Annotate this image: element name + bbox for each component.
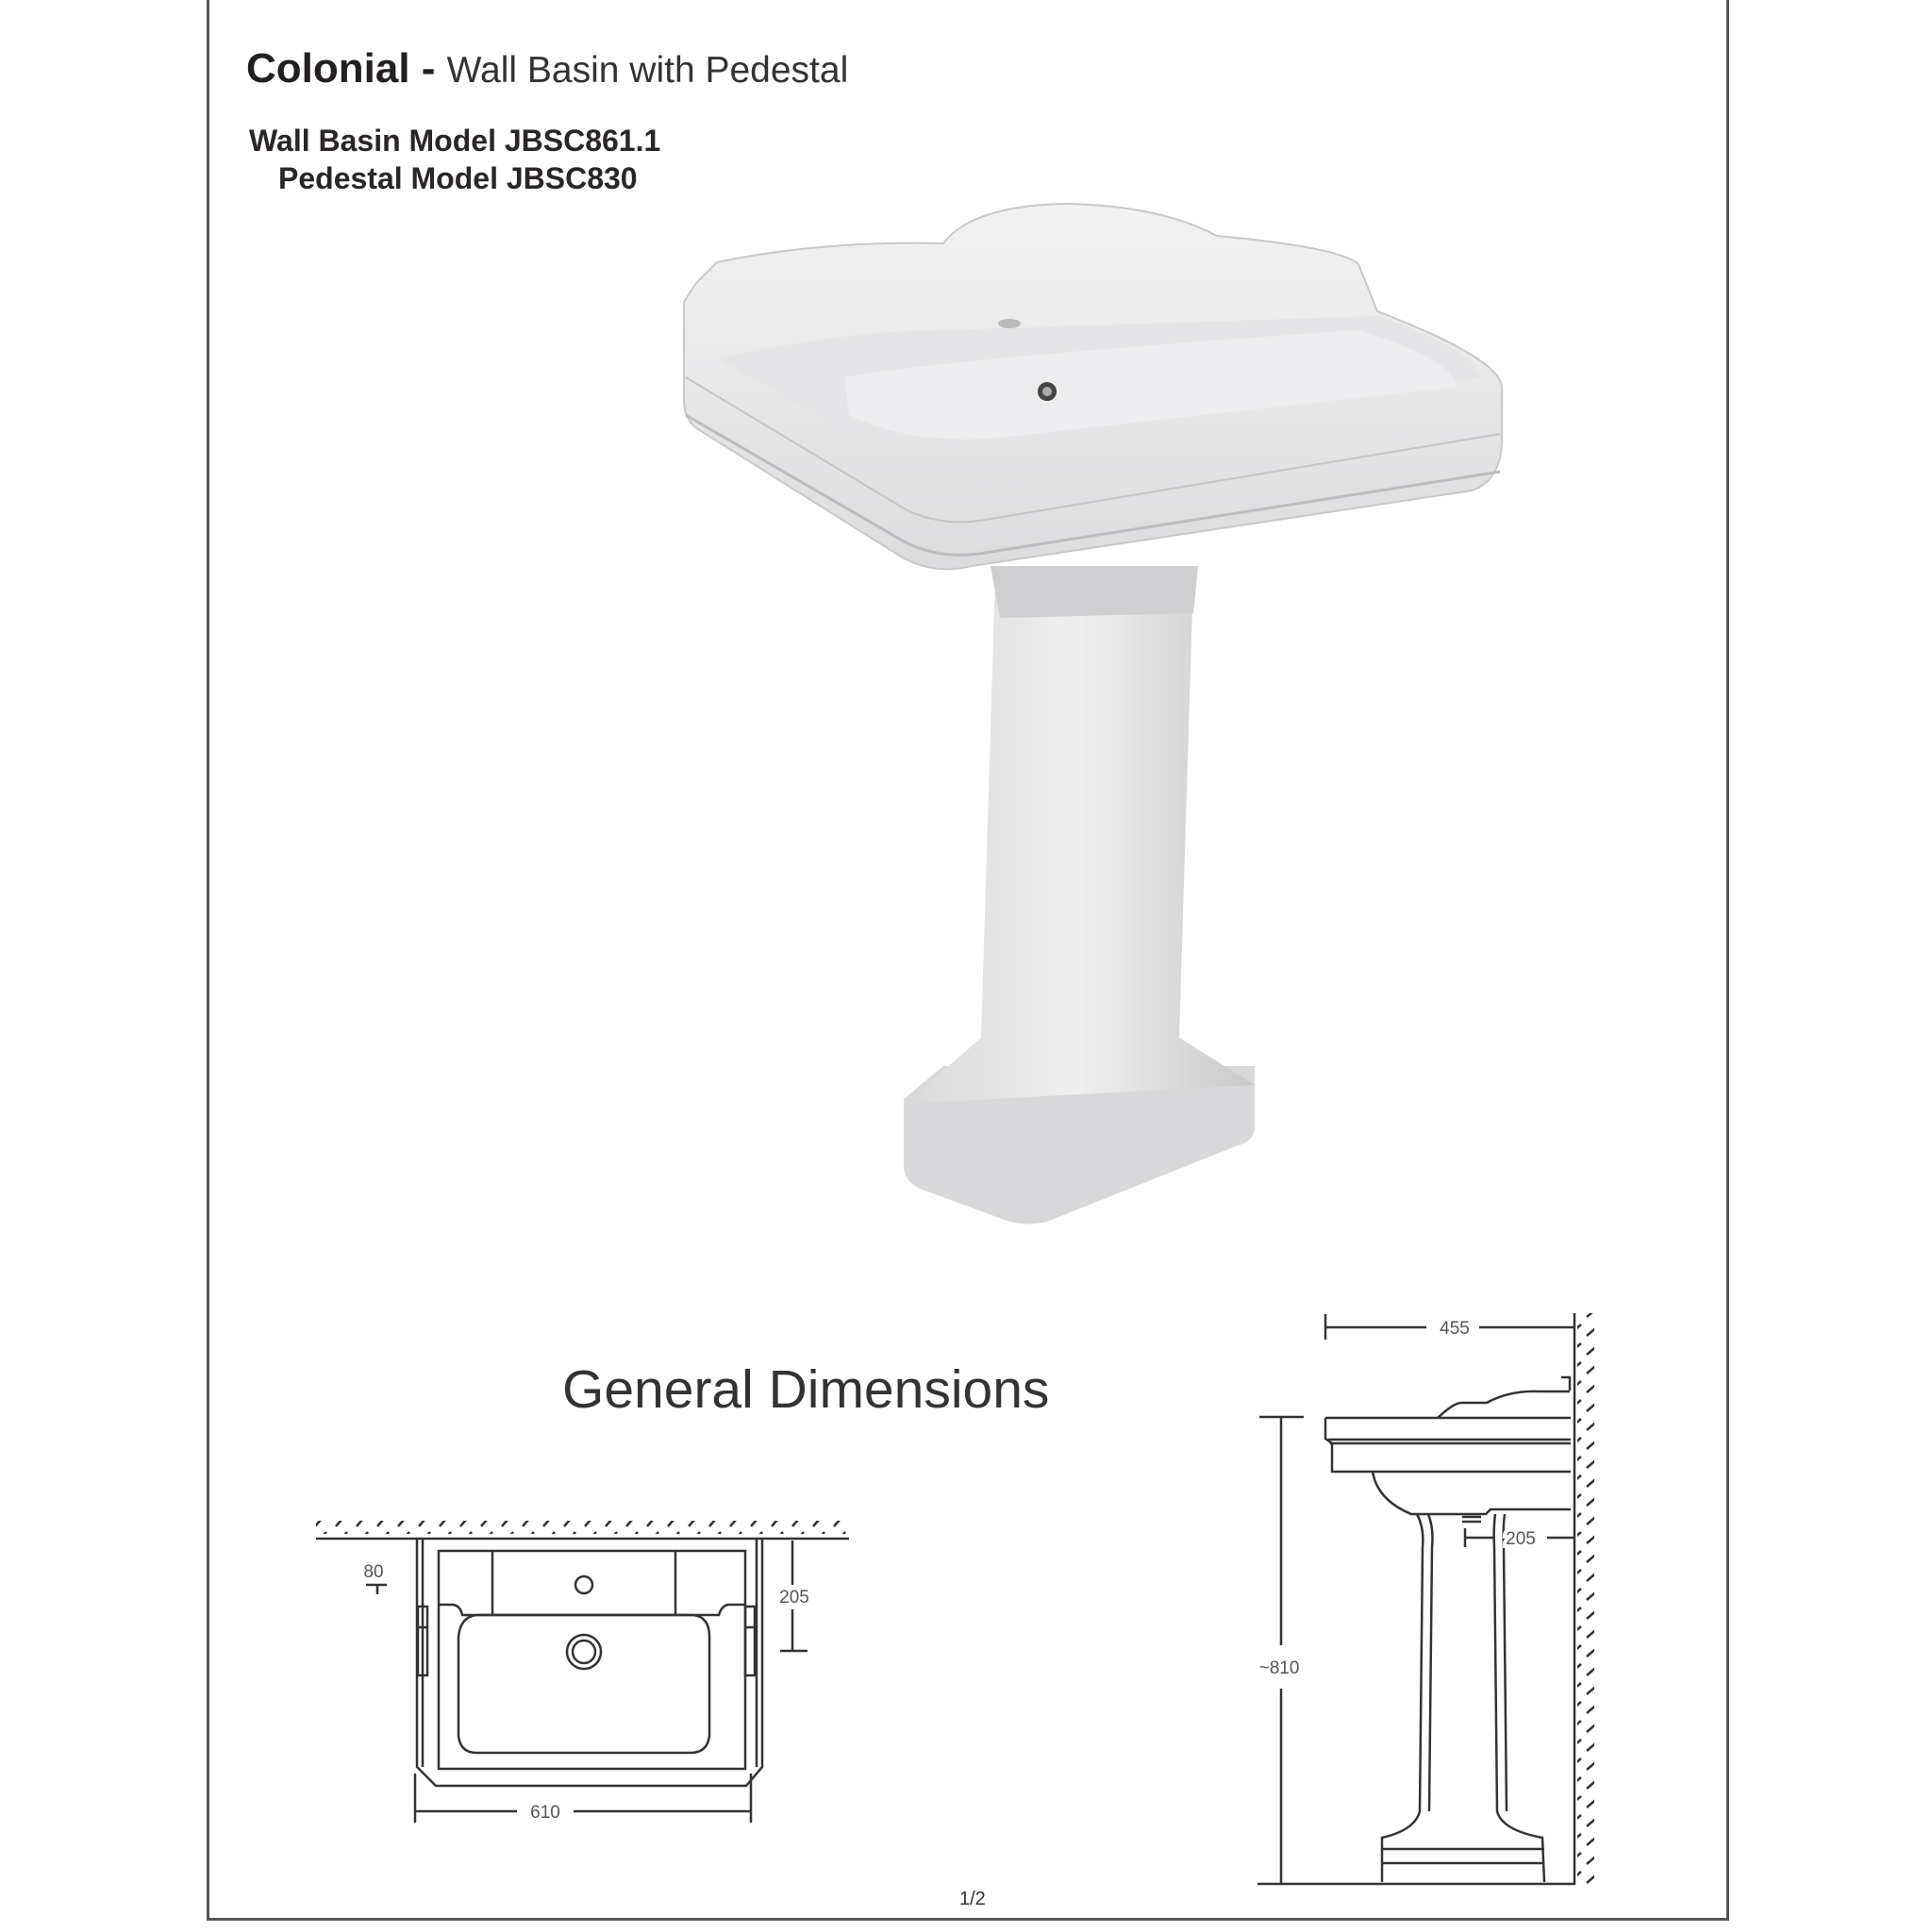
basin-model: Wall Basin Model JBSC861.1 [249,124,661,158]
brand-name: Colonial [246,45,410,92]
page-number: 1/2 [959,1889,986,1909]
top-view-drawing [316,1521,850,1823]
dim-waste-depth: 205 [779,1588,809,1607]
dim-tap-offset: 80 [363,1562,384,1582]
side-view-drawing [1257,1313,1594,1885]
title-separator: - [409,45,447,92]
pedestal-model: Pedestal Model JBSC830 [278,161,638,195]
product-name: Wall Basin with Pedestal [446,50,849,91]
dim-width: 610 [530,1803,560,1823]
dim-projection: 455 [1440,1319,1470,1339]
section-title: General Dimensions [562,1359,1050,1420]
basin-pedestal-photo [684,204,1502,1224]
dim-height: ~810 [1258,1658,1300,1678]
dim-pedestal-to-wall: 205 [1506,1529,1536,1549]
